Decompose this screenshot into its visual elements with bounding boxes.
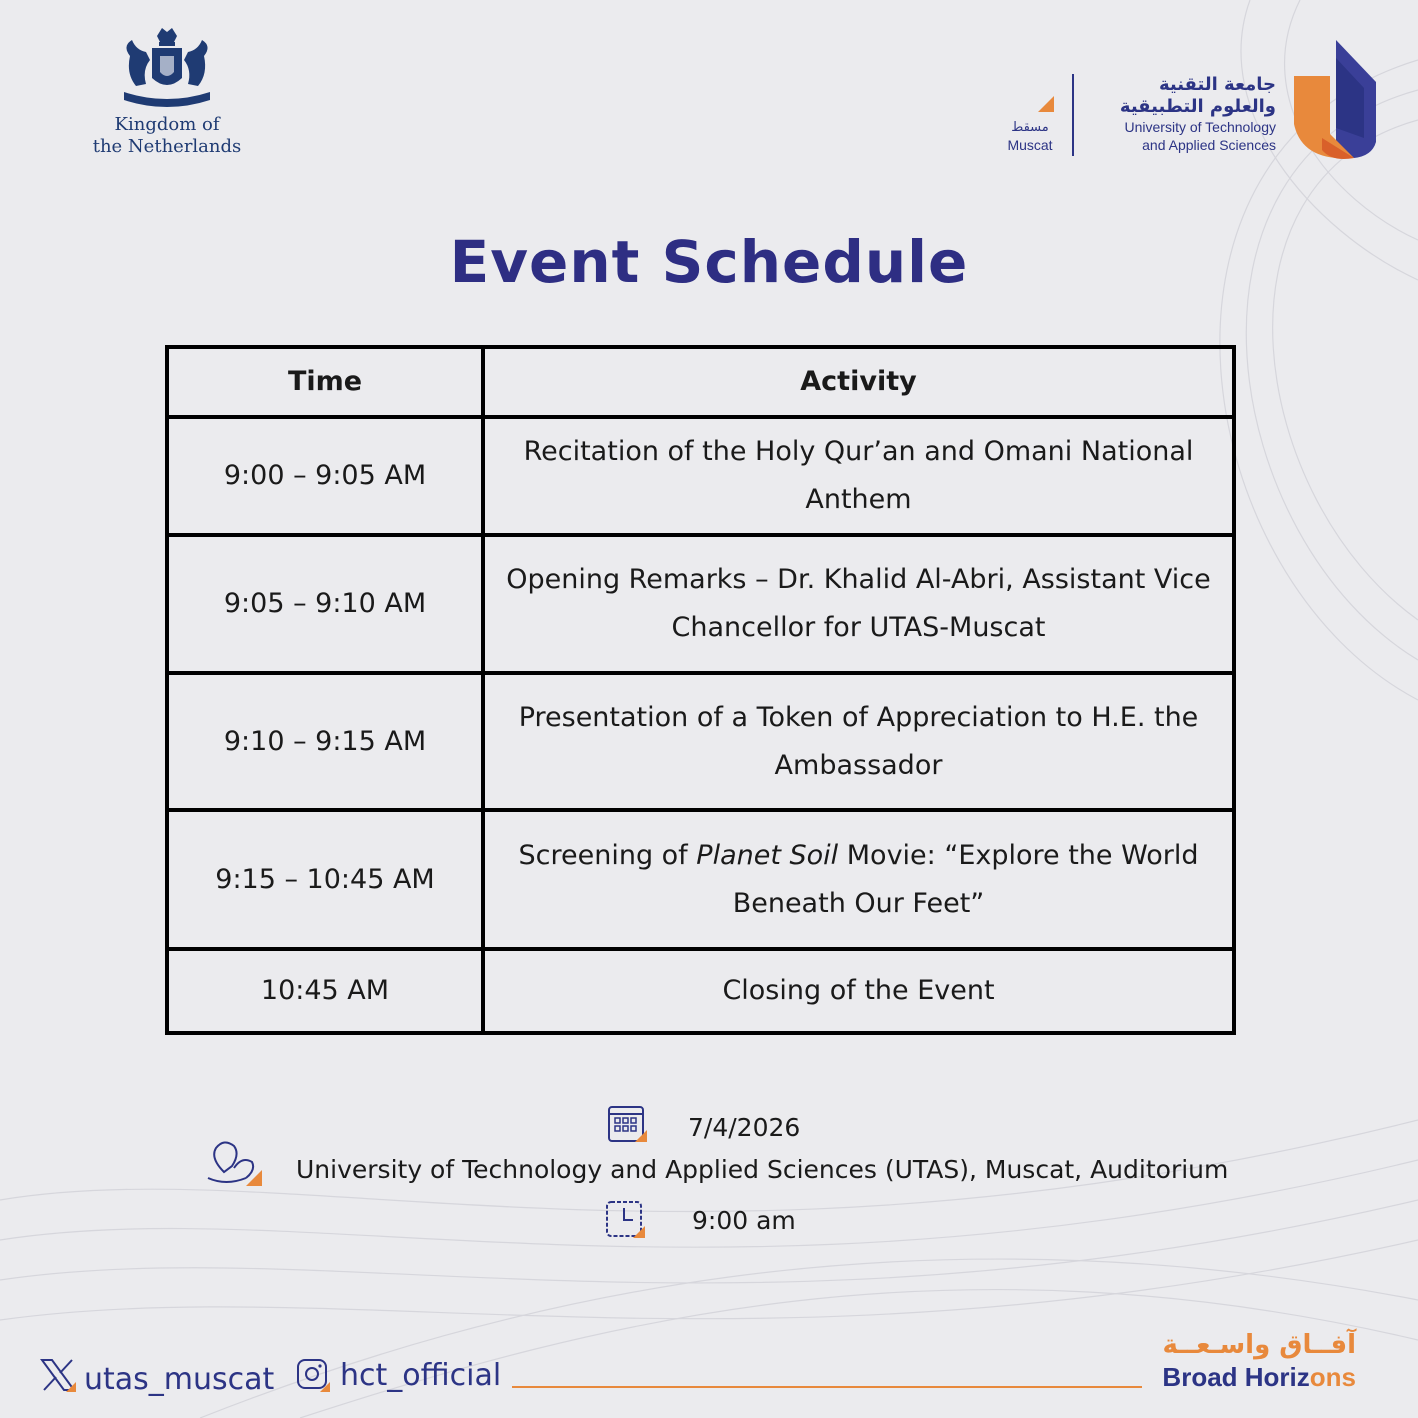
muscat-english: Muscat <box>1007 137 1053 153</box>
location-icon <box>206 1138 264 1188</box>
table-header-row <box>167 347 1234 417</box>
x-twitter-icon[interactable] <box>40 1358 76 1392</box>
schedule-table <box>165 345 1236 1035</box>
netherlands-logo <box>92 26 242 158</box>
row-activity: Recitation of the Holy Qur’an and Omani National Anthem <box>483 417 1234 535</box>
table-row <box>167 810 1234 949</box>
footer-divider <box>512 1386 1142 1388</box>
slogan-english-main: Broad Horiz <box>1162 1362 1310 1392</box>
row-time: 9:15 – 10:45 AM <box>167 810 483 949</box>
x-handle[interactable]: utas_muscat <box>84 1362 275 1397</box>
row-activity: Opening Remarks – Dr. Khalid Al-Abri, Assistant Vice Chancellor for UTAS-Muscat <box>483 535 1234 673</box>
header-activity: Activity <box>483 347 1234 417</box>
table-row <box>167 949 1234 1033</box>
row-time: 9:00 – 9:05 AM <box>167 417 483 535</box>
event-date: 7/4/2026 <box>688 1113 801 1142</box>
instagram-icon[interactable] <box>296 1358 330 1392</box>
calendar-icon <box>607 1104 647 1144</box>
movie-title: Planet Soil <box>696 839 839 871</box>
utas-mark-icon <box>1292 38 1378 162</box>
instagram-handle[interactable]: hct_official <box>340 1358 502 1393</box>
utas-logo <box>1000 38 1390 168</box>
row-activity <box>483 810 1234 949</box>
event-location: University of Technology and Applied Sciences (UTAS), Muscat, Auditorium <box>296 1155 1229 1184</box>
utas-name <box>1096 74 1276 154</box>
table-row <box>167 535 1234 673</box>
muscat-label <box>1000 120 1060 154</box>
activity-suffix: Movie: “Explore the World Beneath Our Feet” <box>732 839 1199 919</box>
header-time: Time <box>167 347 483 417</box>
table-row <box>167 417 1234 535</box>
utas-english-line1: University of Technology <box>1124 119 1276 135</box>
row-activity: Presentation of a Token of Appreciation to H.E. the Ambassador <box>483 673 1234 810</box>
utas-arabic-line1: جامعة التقنية <box>1158 74 1276 95</box>
utas-english-line2: and Applied Sciences <box>1142 137 1276 153</box>
table-row <box>167 673 1234 810</box>
netherlands-crest-icon <box>112 26 222 112</box>
slogan-arabic: آفــاق واسـعــة <box>1162 1330 1356 1360</box>
slogan-english <box>1150 1362 1356 1393</box>
row-activity: Closing of the Event <box>483 949 1234 1033</box>
netherlands-name-line2: the Netherlands <box>92 136 242 157</box>
event-time: 9:00 am <box>692 1206 796 1235</box>
row-time: 9:05 – 9:10 AM <box>167 535 483 673</box>
muscat-flag-icon <box>1038 96 1056 112</box>
slogan-english-accent: ons <box>1309 1362 1356 1392</box>
activity-prefix: Screening of <box>518 839 697 871</box>
netherlands-name-line1: Kingdom of <box>114 114 220 135</box>
row-time: 9:10 – 9:15 AM <box>167 673 483 810</box>
clock-icon <box>605 1200 645 1240</box>
logo-divider <box>1072 74 1074 156</box>
row-time: 10:45 AM <box>167 949 483 1033</box>
muscat-arabic: مسقط <box>1011 120 1049 135</box>
page-title: Event Schedule <box>449 228 969 296</box>
utas-arabic-line2: والعلوم التطبيقية <box>1119 96 1276 117</box>
